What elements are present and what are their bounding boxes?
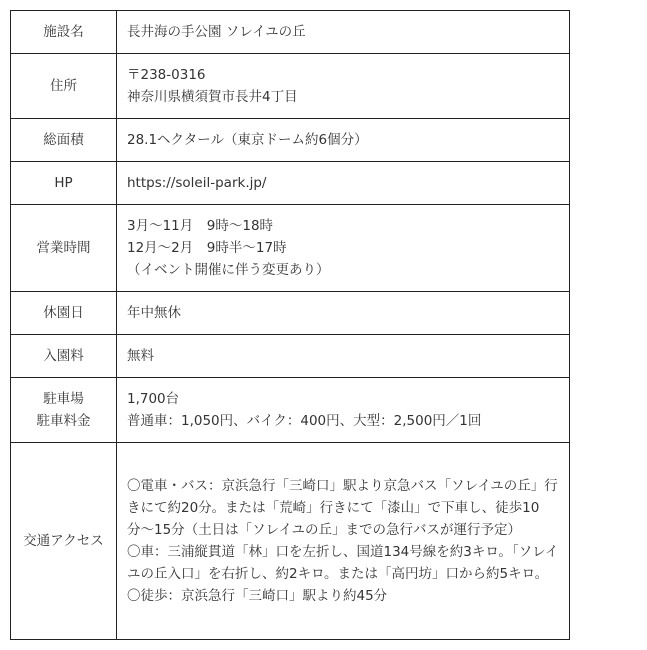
street-address: 神奈川県横須賀市長井4丁目 [127, 89, 298, 105]
value-access [117, 443, 570, 640]
row-facility-name [11, 11, 570, 54]
label-business-hours: 営業時間 [11, 205, 117, 292]
row-total-area [11, 119, 570, 162]
label-homepage: HP [11, 162, 117, 205]
hours-season-1: 3月～11月 9時～18時 [127, 218, 274, 234]
homepage-url: https://soleil-park.jp/ [127, 175, 267, 191]
label-closed-days: 休園日 [11, 292, 117, 335]
value-business-hours [117, 205, 570, 292]
hours-note: （イベント開催に伴う変更あり） [127, 262, 330, 278]
hours-season-2: 12月～2月 9時半～17時 [127, 240, 287, 256]
facility-info-table [10, 10, 570, 640]
access-train-bus: 〇電車・バス：京浜急行「三崎口」駅より京急バス「ソレイユの丘」行きにて約20分。または「荒崎」行きにて「漆山」で下車し、徒歩10分〜15分（土日は「ソレイユの丘」までの急行バスが運行予定） [127, 478, 558, 538]
value-facility-name: 長井海の手公園 ソレイユの丘 [117, 11, 570, 54]
row-access [11, 443, 570, 640]
value-admission-fee: 無料 [117, 335, 570, 378]
value-address [117, 54, 570, 119]
label-address: 住所 [11, 54, 117, 119]
row-homepage [11, 162, 570, 205]
access-car: 〇車：三浦縦貫道「林」口を左折し、国道134号線を約3キロ。「ソレイユの丘入口」を右折し、約2キロ。または「高円坊」口から約5キロ。 [127, 544, 559, 582]
row-address [11, 54, 570, 119]
value-homepage [117, 162, 570, 205]
value-parking [117, 378, 570, 443]
label-parking: 駐車場 駐車料金 [11, 378, 117, 443]
row-closed-days [11, 292, 570, 335]
parking-capacity: 1,700台 [127, 391, 180, 407]
value-closed-days: 年中無休 [117, 292, 570, 335]
postal-code: 〒238-0316 [127, 67, 206, 83]
label-admission-fee: 入園料 [11, 335, 117, 378]
label-total-area: 総面積 [11, 119, 117, 162]
row-admission-fee [11, 335, 570, 378]
access-walk: 〇徒歩：京浜急行「三崎口」駅より約45分 [127, 588, 388, 604]
label-access: 交通アクセス [11, 443, 117, 640]
label-facility-name: 施設名 [11, 11, 117, 54]
row-parking [11, 378, 570, 443]
row-business-hours [11, 205, 570, 292]
parking-fees: 普通車：1,050円、バイク：400円、大型：2,500円／1回 [127, 413, 482, 429]
value-total-area: 28.1ヘクタール（東京ドーム約6個分） [117, 119, 570, 162]
